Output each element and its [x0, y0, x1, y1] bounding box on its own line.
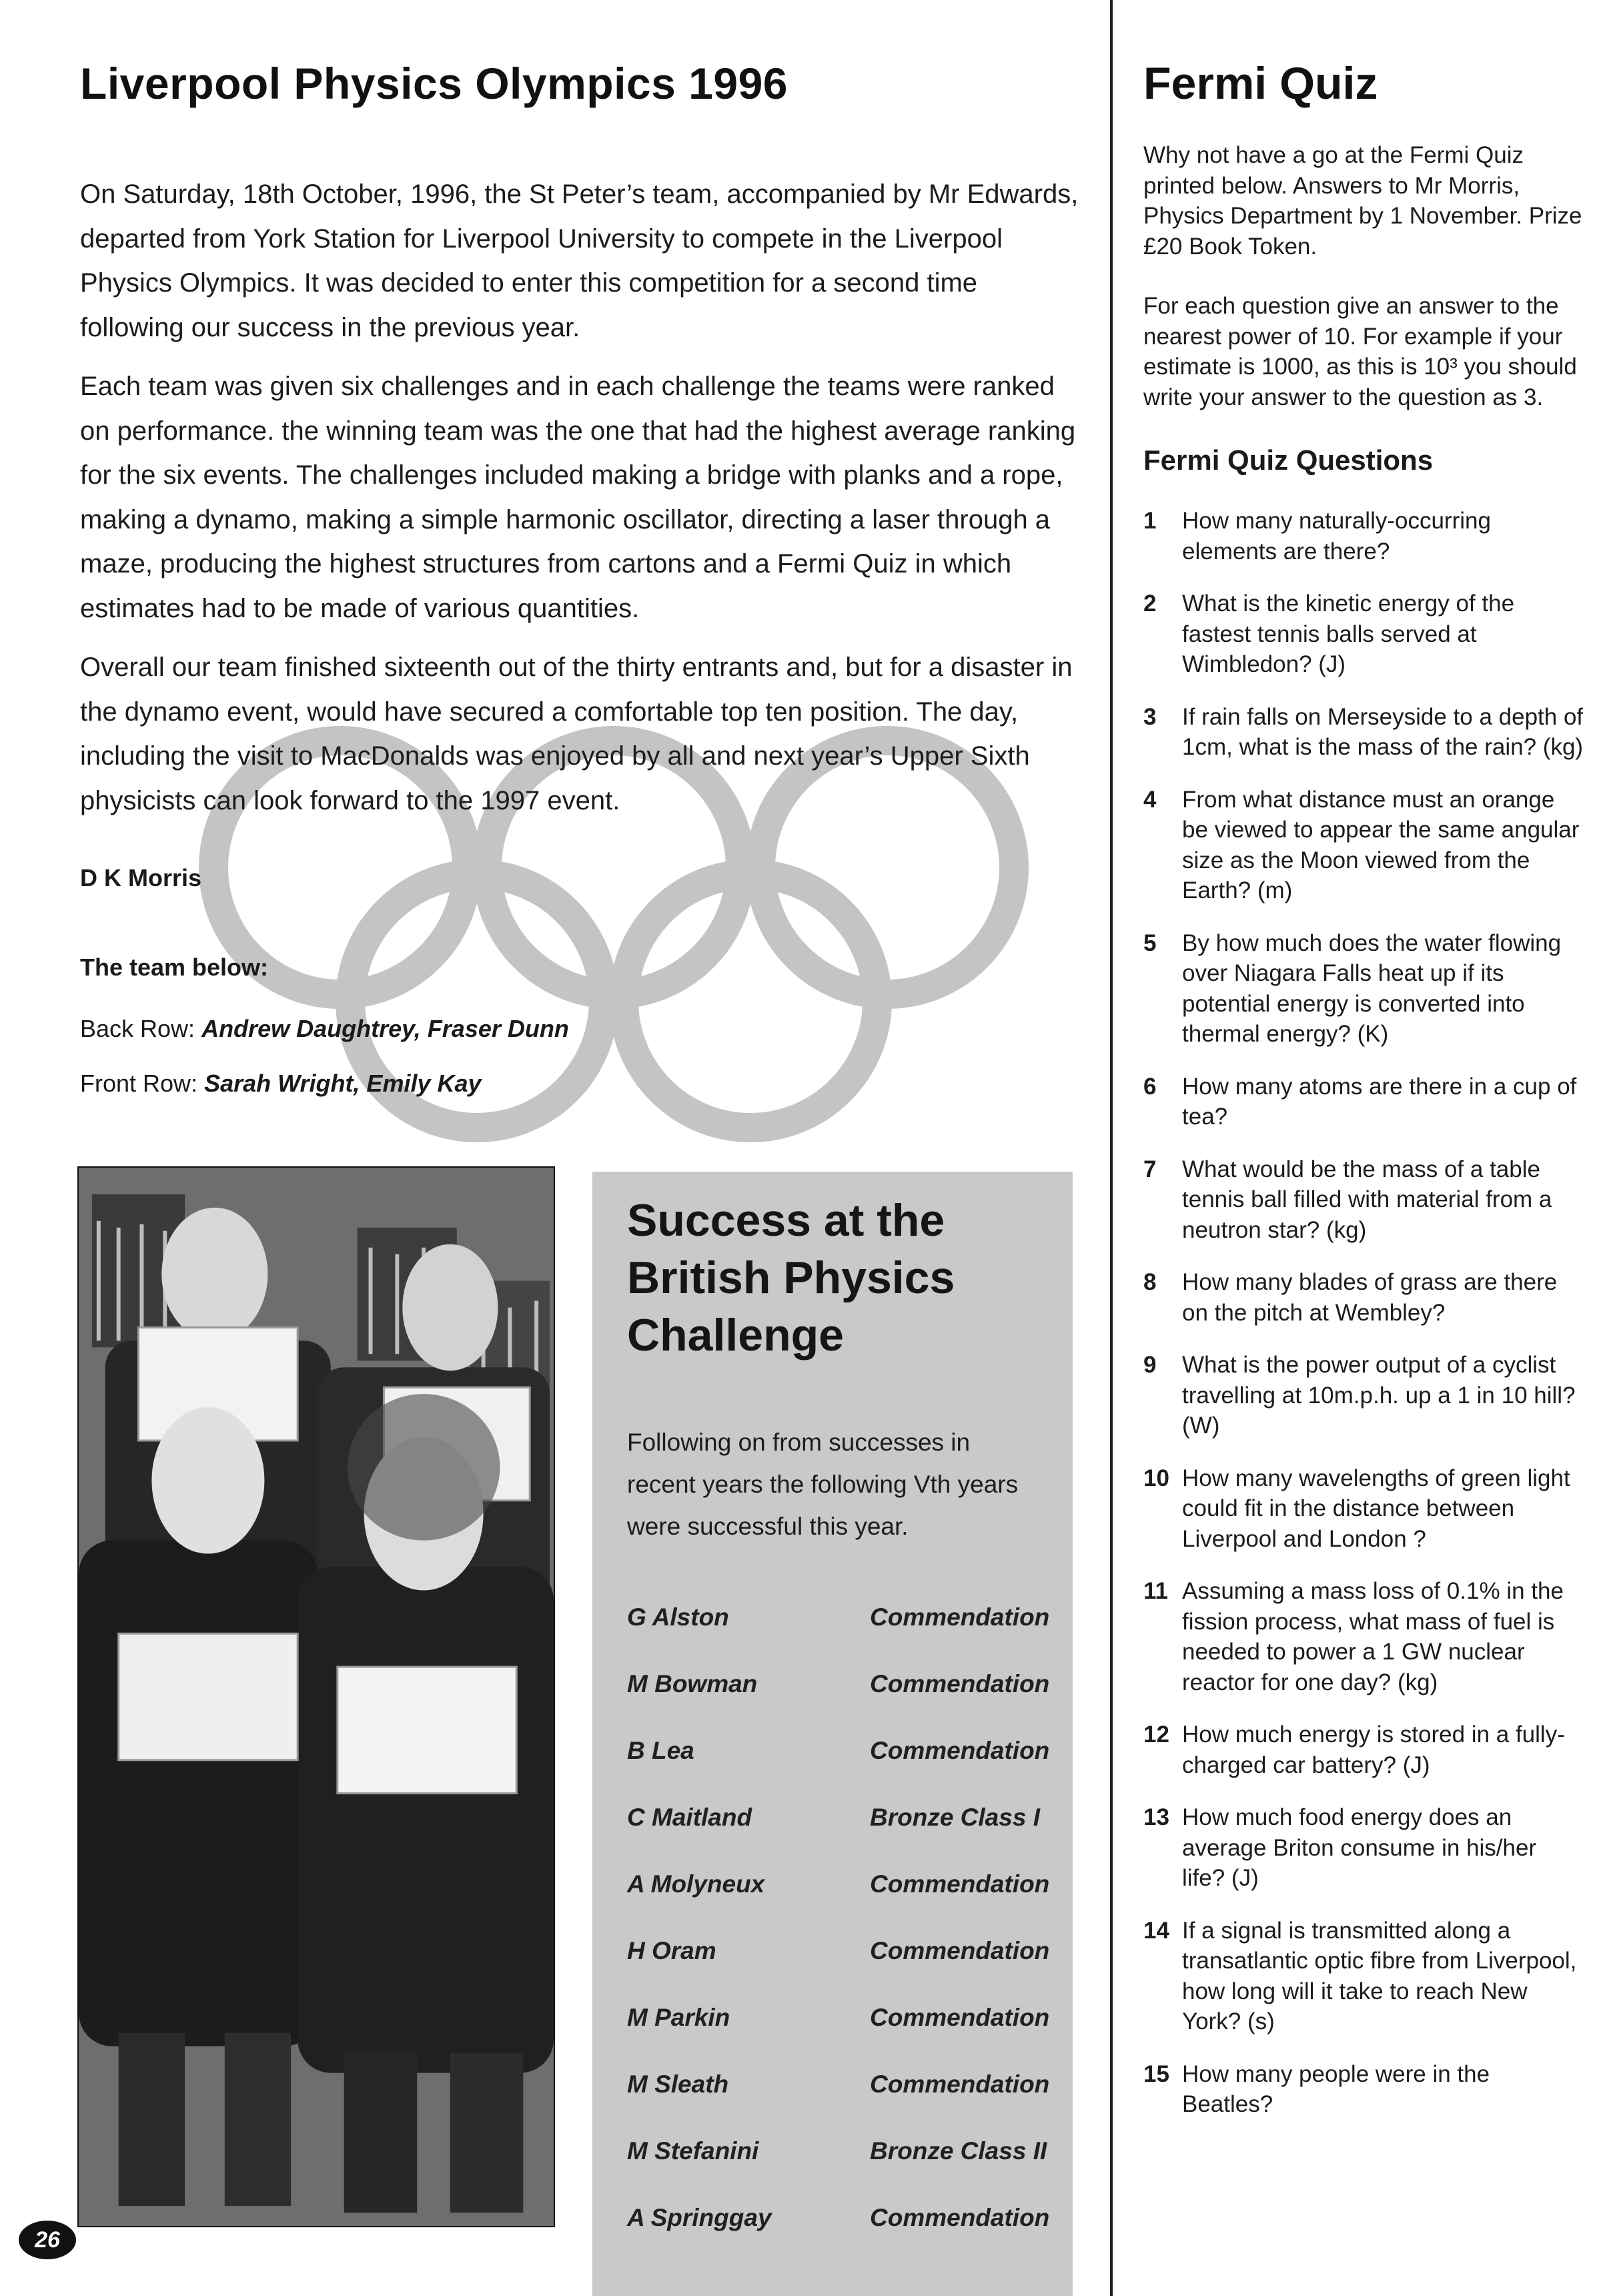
fermi-quiz-column: [1143, 53, 1584, 2142]
list-item: [627, 1933, 1073, 2000]
quiz-question: [1143, 785, 1584, 906]
award: Commendation: [870, 2070, 1050, 2098]
award: Commendation: [870, 1937, 1050, 1964]
list-item: [627, 2200, 1073, 2267]
olympics-article: [80, 53, 1081, 1124]
quiz-question: [1143, 1267, 1584, 1328]
article-author: D K Morris: [80, 864, 202, 891]
question-number: 12: [1143, 1721, 1169, 1748]
fermi-intro: Why not have a go at the Fermi Quiz printed below. Answers to Mr Morris, Physics Department by 1 November. Prize £20 Book Token.: [1143, 142, 1582, 260]
student-name: M Sleath: [627, 2070, 729, 2098]
article-paragraph: Overall our team finished sixteenth out of the thirty entrants and, but for a disaster in the dynamo event, would have secured a comfortable top ten position. The day, including the visit to MacDonalds was enjoyed by all and next year’s Upper Sixth physicists can look forward to the 1997 event.: [80, 653, 1073, 815]
question-number: 6: [1143, 1073, 1157, 1100]
article-title: Liverpool Physics Olympics 1996: [80, 59, 788, 108]
question-text: How many wavelengths of green light could fit in the distance between Liverpool and London ?: [1182, 1465, 1570, 1552]
question-number: 7: [1143, 1156, 1157, 1182]
award: Commendation: [870, 1870, 1050, 1898]
quiz-question: [1143, 1916, 1584, 2037]
award: Bronze Class II: [870, 2137, 1047, 2165]
page-number: 26: [19, 2221, 76, 2259]
fermi-instructions: For each question give an answer to the nearest power of 10. For example if your estimate is 1000, as this is 10³ you should write your answer to the question as 3.: [1143, 293, 1577, 410]
question-text: How much energy is stored in a fully-charged car battery? (J): [1182, 1721, 1565, 1778]
question-number: 9: [1143, 1352, 1157, 1378]
question-text: How much food energy does an average Briton consume in his/her life? (J): [1182, 1804, 1537, 1891]
question-number: 14: [1143, 1917, 1169, 1944]
quiz-question: [1143, 1802, 1584, 1894]
question-text: What is the kinetic energy of the fastest tennis balls served at Wimbledon? (J): [1182, 591, 1515, 677]
quiz-question: [1143, 506, 1584, 566]
student-name: M Stefanini: [627, 2137, 759, 2165]
list-item: [627, 1866, 1073, 1933]
award: Commendation: [870, 1603, 1050, 1631]
question-text: How many atoms are there in a cup of tea?: [1182, 1073, 1577, 1130]
list-item: [627, 2066, 1073, 2133]
quiz-question: [1143, 1463, 1584, 1555]
question-text: What is the power output of a cyclist travelling at 10m.p.h. up a 1 in 10 hill? (W): [1182, 1352, 1576, 1439]
questions-heading: Fermi Quiz Questions: [1143, 444, 1434, 476]
question-number: 13: [1143, 1804, 1169, 1830]
quiz-question: [1143, 1719, 1584, 1780]
front-row-names: Sarah Wright, Emily Kay: [204, 1070, 482, 1097]
question-number: 8: [1143, 1269, 1157, 1295]
question-text: What would be the mass of a table tennis ball filled with material from a neutron star? (kg): [1182, 1156, 1552, 1243]
question-number: 10: [1143, 1465, 1169, 1491]
team-caption-heading: The team below:: [80, 953, 269, 981]
list-item: [627, 1733, 1073, 1800]
front-row-caption: [80, 1070, 1081, 1098]
award: Commendation: [870, 2204, 1050, 2231]
quiz-question: [1143, 1576, 1584, 1697]
team-photo: [77, 1166, 555, 2227]
question-text: Assuming a mass loss of 0.1% in the fission process, what mass of fuel is needed to power a 1 GW nuclear reactor for one day? (kg): [1182, 1578, 1564, 1695]
question-text: If a signal is transmitted along a transatlantic optic fibre from Liverpool, how long will it take to reach New York? (s): [1182, 1917, 1577, 2034]
award: Commendation: [870, 2004, 1050, 2031]
award: Bronze Class I: [870, 1804, 1040, 1831]
list-item: [627, 1599, 1073, 1666]
quiz-question: [1143, 2059, 1584, 2120]
front-row-label: Front Row:: [80, 1070, 198, 1097]
student-name: M Parkin: [627, 2004, 730, 2031]
question-number: 5: [1143, 929, 1157, 956]
award: Commendation: [870, 1737, 1050, 1764]
results-list: [627, 1599, 1073, 2267]
question-number: 2: [1143, 591, 1157, 617]
list-item: [627, 1800, 1073, 1866]
back-row-label: Back Row:: [80, 1015, 195, 1042]
quiz-question: [1143, 1154, 1584, 1246]
column-divider: [1110, 0, 1113, 2296]
quiz-question: [1143, 702, 1584, 763]
question-text: How many blades of grass are there on the pitch at Wembley?: [1182, 1269, 1558, 1326]
student-name: M Bowman: [627, 1670, 758, 1697]
quiz-question: [1143, 1072, 1584, 1132]
student-name: H Oram: [627, 1937, 716, 1964]
student-name: A Molyneux: [627, 1870, 765, 1898]
student-name: B Lea: [627, 1737, 694, 1764]
challenge-title: Success at the British Physics Challenge: [627, 1195, 955, 1361]
question-number: 3: [1143, 703, 1157, 730]
list-item: [627, 2133, 1073, 2200]
list-item: [627, 1666, 1073, 1733]
fermi-title: Fermi Quiz: [1143, 58, 1378, 109]
back-row-caption: [80, 1015, 1081, 1043]
question-text: By how much does the water flowing over Niagara Falls heat up if its potential energy is converted into thermal energy? (K): [1182, 929, 1562, 1047]
question-text: From what distance must an orange be viewed to appear the same angular size as the Moon viewed from the Earth? (m): [1182, 786, 1580, 903]
question-text: How many people were in the Beatles?: [1182, 2060, 1490, 2117]
list-item: [627, 2000, 1073, 2066]
question-number: 11: [1143, 1578, 1168, 1604]
article-paragraph: Each team was given six challenges and in each challenge the teams were ranked on performance. the winning team was the one that had the highest average ranking for the six events. The challenges included making a bridge with planks and a rope, making a dynamo, making a simple harmonic oscillator, directing a laser through a maze, producing the highest structures from cartons and a Fermi Quiz in which estimates had to be made of various quantities.: [80, 372, 1076, 623]
student-name: C Maitland: [627, 1804, 752, 1831]
back-row-names: Andrew Daughtrey, Fraser Dunn: [201, 1015, 569, 1042]
question-number: 1: [1143, 508, 1157, 534]
quiz-question: [1143, 589, 1584, 680]
physics-challenge-box: [592, 1172, 1073, 2296]
question-text: If rain falls on Merseyside to a depth of 1cm, what is the mass of the rain? (kg): [1182, 703, 1584, 760]
question-text: How many naturally-occurring elements are there?: [1182, 508, 1491, 564]
quiz-question: [1143, 1350, 1584, 1441]
article-paragraph: On Saturday, 18th October, 1996, the St Peter’s team, accompanied by Mr Edwards, departed from York Station for Liverpool University to compete in the Liverpool Physics Olympics. It was decided to enter this competition for a second time following our success in the previous year.: [80, 179, 1079, 342]
student-name: A Springgay: [627, 2204, 772, 2231]
quiz-question: [1143, 928, 1584, 1050]
student-name: G Alston: [627, 1603, 729, 1631]
question-number: 15: [1143, 2060, 1169, 2087]
challenge-intro: Following on from successes in recent years the following Vth years were successful this year.: [627, 1429, 1019, 1540]
question-number: 4: [1143, 786, 1157, 813]
award: Commendation: [870, 1670, 1050, 1697]
